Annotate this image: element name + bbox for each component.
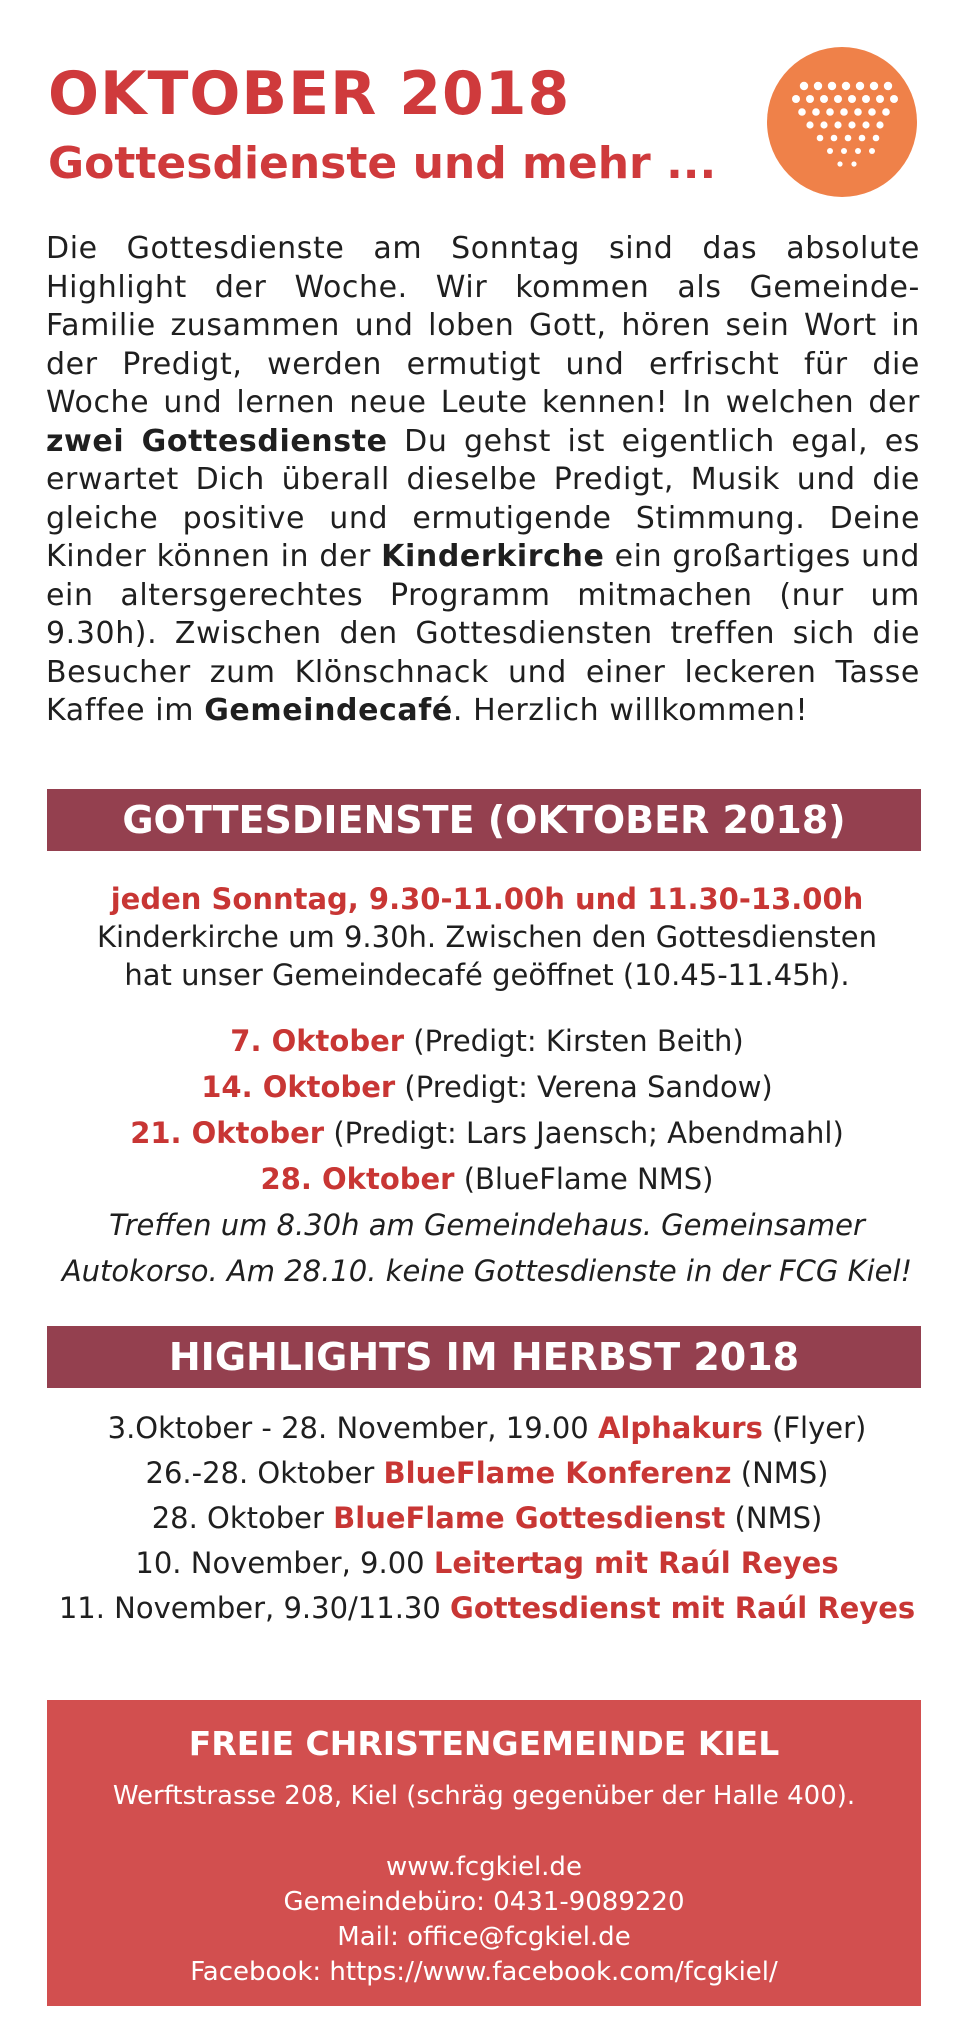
logo-dot (851, 161, 856, 166)
logo-dot (828, 82, 836, 90)
logo-dot (814, 82, 822, 90)
highlight-what: BlueFlame Gottesdienst (333, 1501, 726, 1535)
logo-dot (826, 108, 834, 116)
logo-dot (869, 148, 875, 154)
contact-lines (47, 1850, 921, 1990)
church-name: FREIE CHRISTENGEMEINDE KIEL (188, 1724, 780, 1763)
logo-dot (845, 135, 852, 142)
highlight-when: 10. November, 9.00 (135, 1546, 434, 1580)
service-date: 28. Oktober (260, 1162, 455, 1196)
intro-text: ein großartiges und ein altersgerechtes Programm mitmachen (nur um 9.30h). Zwischen den Gottesdiensten treffen sich die Besucher zum Klönschnack und einer leckeren Tasse Kaffee im (46, 539, 920, 728)
contact-footer (47, 1700, 921, 2006)
logo-dot (856, 82, 864, 90)
fcg-logo-icon (766, 46, 918, 198)
highlight-extra: (NMS) (725, 1501, 823, 1535)
highlight-what: BlueFlame Konferenz (383, 1456, 732, 1490)
sunday-times: jeden Sonntag, 9.30-11.00h und 11.30-13.00h (110, 882, 864, 916)
church-address: Werftstrasse 208, Kiel (schräg gegenüber der Halle 400). (112, 1781, 856, 1811)
logo-dot (841, 148, 847, 154)
highlight-when: 3.Oktober - 28. November, 19.00 (107, 1411, 598, 1445)
highlight-item (30, 1586, 944, 1631)
logo-dot (848, 95, 856, 103)
service-detail: (Predigt: Kirsten Beith) (404, 1024, 744, 1058)
highlight-extra: (Flyer) (762, 1411, 867, 1445)
page-title: OKTOBER 2018 (48, 59, 571, 129)
service-detail: (Predigt: Lars Jaensch; Abendmahl) (324, 1116, 844, 1150)
services-heading: GOTTESDIENSTE (OKTOBER 2018) (47, 789, 921, 851)
facebook-link[interactable]: Facebook: https://www.facebook.com/fcgkiel/ (190, 1957, 778, 1987)
highlights-list (30, 1406, 944, 1631)
logo-dot (827, 148, 833, 154)
logo-dot (855, 148, 861, 154)
autokorso-note: Autokorso. Am 28.10. keine Gottesdienste in der FCG Kiel! (61, 1254, 913, 1288)
autokorso-note: Treffen um 8.30h am Gemeindehaus. Gemeinsamer (109, 1208, 865, 1242)
logo-dot (868, 108, 876, 116)
service-dates (30, 1018, 944, 1294)
intro-text: Die Gottesdienste am Sonntag sind das absolute Highlight der Woche. Wir kommen als Gemeinde-Familie zusammen und loben Gott, hören sein Wort in der Predigt, werden ermutigt und erfrischt für die Woche und lernen neue Leute kennen! In welchen der (46, 231, 920, 420)
intro-bold-kinderkirche: Kinderkirche (381, 539, 605, 574)
logo-dot (842, 82, 850, 90)
service-date-row (30, 1064, 944, 1110)
service-date: 7. Oktober (230, 1024, 405, 1058)
highlights-heading: HIGHLIGHTS IM HERBST 2018 (47, 1326, 921, 1388)
logo-dot (834, 121, 841, 128)
logo-dot (840, 108, 848, 116)
logo-dot (806, 95, 814, 103)
intro-text: . Herzlich willkommen! (452, 693, 809, 728)
logo-dot (834, 95, 842, 103)
logo-dot (882, 108, 890, 116)
logo-dot (820, 95, 828, 103)
sunday-note: Kinderkirche um 9.30h. Zwischen den Gottesdiensten (96, 920, 878, 954)
logo-dot (876, 95, 884, 103)
highlight-item (30, 1451, 944, 1496)
logo-dot (837, 161, 842, 166)
logo-dot (792, 95, 800, 103)
logo-dot (854, 108, 862, 116)
logo-dot (862, 95, 870, 103)
website-link[interactable]: www.fcgkiel.de (386, 1852, 582, 1882)
logo-dot (800, 82, 808, 90)
logo-dot (884, 82, 892, 90)
highlight-item (30, 1496, 944, 1541)
email-link[interactable]: Mail: office@fcgkiel.de (337, 1922, 631, 1952)
logo-dot (820, 121, 827, 128)
service-date-row (30, 1110, 944, 1156)
page-subtitle: Gottesdienste und mehr ... (48, 138, 717, 189)
logo-dot (806, 121, 813, 128)
intro-bold-cafe: Gemeindecafé (204, 693, 453, 728)
sunday-info (30, 880, 944, 994)
logo-dot (859, 135, 866, 142)
service-date: 21. Oktober (130, 1116, 325, 1150)
logo-dot (831, 135, 838, 142)
intro-text: Du gehst ist eigentlich egal, es erwartet Dich überall dieselbe Predigt, Musik und die gleiche positive und ermutigende Stimmung. Deine Kinder können in der (46, 423, 920, 574)
service-detail: (BlueFlame NMS) (454, 1162, 714, 1196)
highlight-extra: (NMS) (731, 1456, 829, 1490)
logo-dot (873, 135, 880, 142)
logo-dot (862, 121, 869, 128)
service-date-row (30, 1156, 944, 1202)
logo-dot (812, 108, 820, 116)
highlight-item (30, 1541, 944, 1586)
sunday-note: hat unser Gemeindecafé geöffnet (10.45-11.45h). (124, 958, 850, 992)
intro-paragraph (46, 230, 920, 731)
highlight-what: Gottesdienst mit Raúl Reyes (450, 1591, 916, 1625)
highlight-what: Leitertag mit Raúl Reyes (433, 1546, 839, 1580)
logo-dot (876, 121, 883, 128)
service-detail: (Predigt: Verena Sandow) (395, 1070, 773, 1104)
service-date-row (30, 1018, 944, 1064)
logo-dot (817, 135, 824, 142)
office-phone: Gemeindebüro: 0431-9089220 (283, 1887, 685, 1917)
highlight-when: 28. Oktober (151, 1501, 334, 1535)
service-date: 14. Oktober (201, 1070, 396, 1104)
intro-bold-services: zwei Gottesdienste (46, 423, 388, 459)
highlight-what: Alphakurs (597, 1411, 763, 1445)
logo-dot (848, 121, 855, 128)
highlight-when: 11. November, 9.30/11.30 (58, 1591, 451, 1625)
highlight-when: 26.-28. Oktober (145, 1456, 384, 1490)
highlight-item (30, 1406, 944, 1451)
logo-dot (890, 95, 898, 103)
logo-dot (870, 82, 878, 90)
logo-dot (798, 108, 806, 116)
